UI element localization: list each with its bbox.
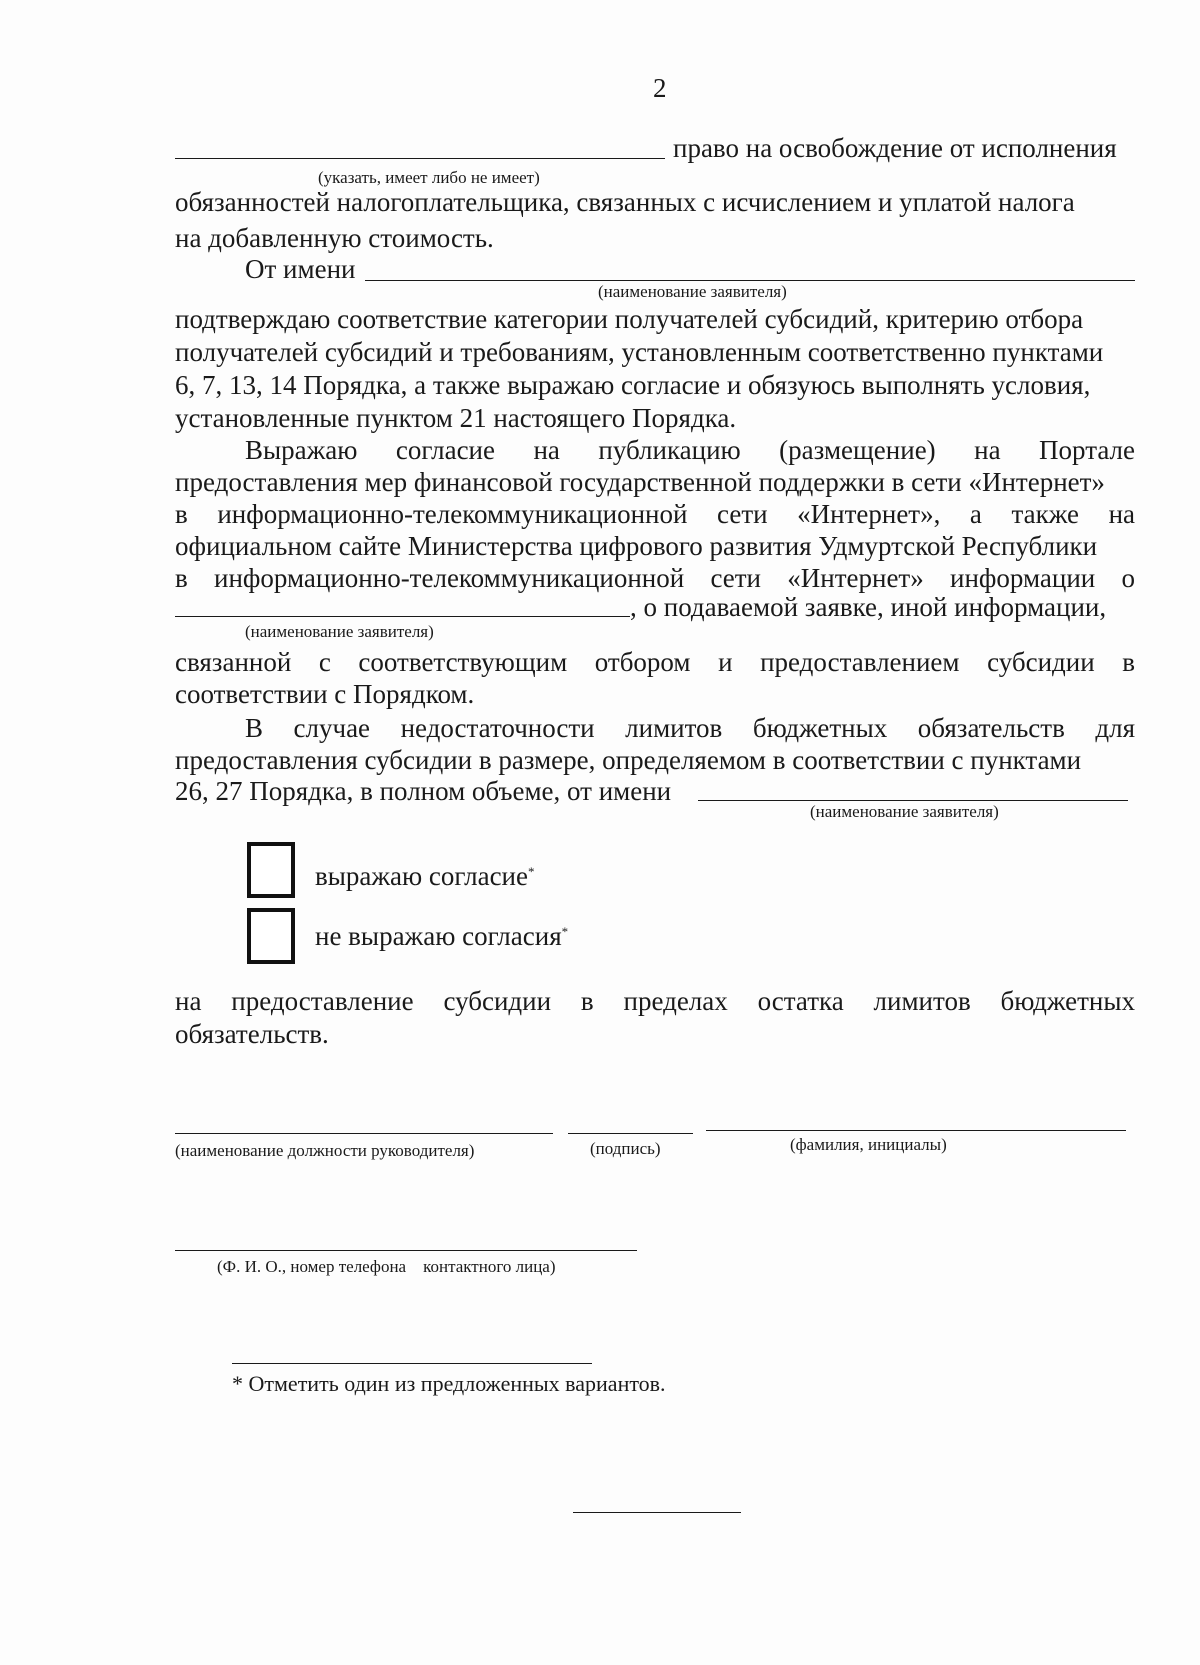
on-behalf-label: От имени bbox=[245, 254, 356, 284]
blank-applicant-line-1[interactable] bbox=[365, 280, 1135, 281]
disagree-label-text: не выражаю согласия bbox=[315, 921, 562, 951]
on-behalf-line-3: 6, 7, 13, 14 Порядка, а также выражаю согласие и обязуюсь выполнять условия, bbox=[175, 370, 1091, 400]
blank-applicant-line-3[interactable] bbox=[698, 800, 1128, 801]
publication-line-3: в информационно-телекоммуникационной сети «Интернет», а также на bbox=[175, 499, 1135, 529]
caption-applicant-2: (наименование заявителя) bbox=[245, 622, 434, 641]
on-behalf-line-1: подтверждаю соответствие категории получателей субсидий, критерию отбора bbox=[175, 304, 1084, 334]
on-behalf-line-4: установленные пунктом 21 настоящего Порядка. bbox=[175, 403, 737, 433]
page-number: 2 bbox=[653, 73, 667, 103]
disagree-asterisk: * bbox=[561, 924, 569, 939]
conclusion-line-1: на предоставление субсидии в пределах остатка лимитов бюджетных bbox=[175, 986, 1135, 1016]
limits-line-3: 26, 27 Порядка, в полном объеме, от имени bbox=[175, 776, 672, 806]
publication-after-blank: , о подаваемой заявке, иной информации, bbox=[630, 592, 1107, 622]
intro-line3: на добавленную стоимость. bbox=[175, 223, 494, 253]
caption-status: (указать, имеет либо не имеет) bbox=[318, 168, 540, 187]
blank-status-line[interactable] bbox=[175, 158, 665, 159]
agree-label bbox=[315, 860, 535, 892]
blank-applicant-line-2[interactable] bbox=[175, 616, 630, 617]
caption-signature: (подпись) bbox=[590, 1139, 661, 1158]
publication-line-5: в информационно-телекоммуникационной сети «Интернет» информации о bbox=[175, 563, 1135, 593]
agree-asterisk: * bbox=[528, 864, 535, 879]
publication-line-2: предоставления мер финансовой государственной поддержки в сети «Интернет» bbox=[175, 467, 1105, 497]
agree-label-text: выражаю согласие bbox=[315, 861, 528, 891]
conclusion-line-2: обязательств. bbox=[175, 1019, 329, 1049]
caption-position: (наименование должности руководителя) bbox=[175, 1141, 475, 1160]
blank-position-line[interactable] bbox=[175, 1133, 553, 1134]
caption-contact: (Ф. И. О., номер телефона контактного лица) bbox=[217, 1257, 556, 1276]
disagree-label bbox=[315, 920, 568, 952]
footnote-text: * Отметить один из предложенных вариантов. bbox=[232, 1371, 666, 1396]
publication-line-1: Выражаю согласие на публикацию (размещение) на Портале bbox=[245, 435, 1135, 465]
caption-applicant-3: (наименование заявителя) bbox=[810, 802, 999, 821]
blank-signature-line[interactable] bbox=[568, 1133, 693, 1134]
agree-checkbox[interactable] bbox=[247, 842, 295, 898]
on-behalf-line-2: получателей субсидий и требованиям, установленным соответственно пунктами bbox=[175, 337, 1104, 367]
publication-tail-line-2: соответствии с Порядком. bbox=[175, 679, 475, 709]
caption-name: (фамилия, инициалы) bbox=[790, 1135, 947, 1154]
end-line bbox=[573, 1512, 741, 1513]
blank-name-line[interactable] bbox=[706, 1130, 1126, 1131]
publication-line-4: официальном сайте Министерства цифрового развития Удмуртской Республики bbox=[175, 531, 1098, 561]
limits-line-2: предоставления субсидии в размере, определяемом в соответствии с пунктами bbox=[175, 745, 1082, 775]
blank-contact-line[interactable] bbox=[175, 1250, 637, 1251]
intro-line2: обязанностей налогоплательщика, связанных с исчислением и уплатой налога bbox=[175, 187, 1075, 217]
publication-tail-line-1: связанной с соответствующим отбором и предоставлением субсидии в bbox=[175, 647, 1135, 677]
intro-line1-tail: право на освобождение от исполнения bbox=[673, 133, 1117, 163]
caption-applicant-1: (наименование заявителя) bbox=[598, 282, 787, 301]
footnote-separator bbox=[232, 1363, 592, 1364]
disagree-checkbox[interactable] bbox=[247, 908, 295, 964]
limits-line-1: В случае недостаточности лимитов бюджетных обязательств для bbox=[245, 713, 1135, 743]
